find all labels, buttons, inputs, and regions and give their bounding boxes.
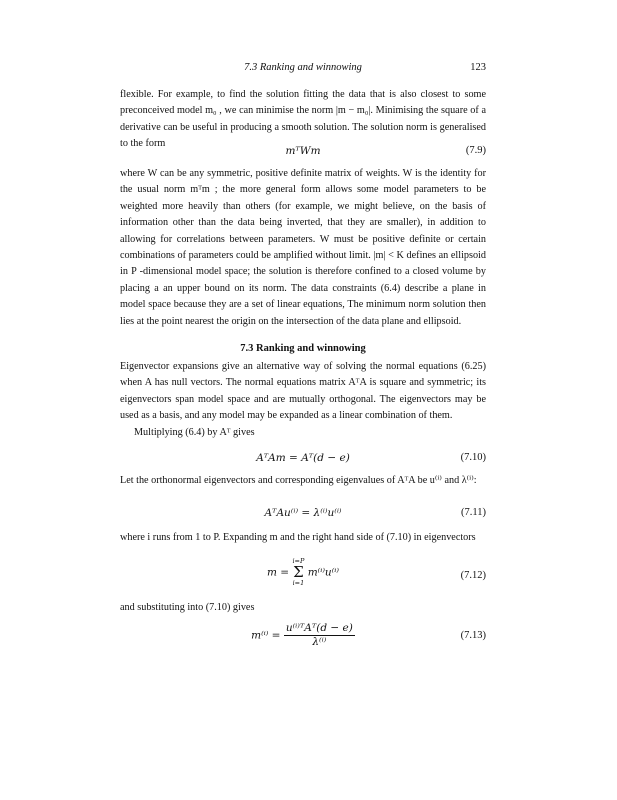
paragraph-expanding: where i runs from 1 to P. Expanding m and the right hand side of (7.10) in eigenvectors — [120, 532, 476, 543]
paragraph-eigenvector-expansions: Eigenvector expansions give an alternative way of solving the normal equations (6.25) when A has null vectors. The normal equations matrix AᵀA is square and symmetric; its eigenvectors span model space and are mutually orthogonal. The eigenvectors may be used as a basis, and any model may be expanded as a linear combination of them. — [120, 361, 486, 422]
paragraph-multiplying: Multiplying (6.4) by Aᵀ gives — [134, 427, 255, 438]
equation-7-10-expression: AᵀAm = Aᵀ(d − e) — [256, 452, 350, 464]
equation-7-9-label: (7.9) — [465, 145, 486, 156]
equation-7-12-lhs: m = — [267, 566, 290, 579]
summation-sigma: Σ — [293, 563, 304, 581]
equation-7-13 — [120, 622, 486, 654]
equation-7-13-label: (7.13) — [460, 630, 486, 641]
equation-7-10-label: (7.10) — [460, 452, 486, 463]
paragraph-orthonormal-eigenvectors: Let the orthonormal eigenvectors and corresponding eigenvalues of AᵀA be u⁽ⁱ⁾ and λ⁽ⁱ⁾: — [120, 475, 477, 486]
fraction-denominator: λ⁽ⁱ⁾ — [312, 636, 327, 648]
equation-7-12-rhs: m⁽ⁱ⁾u⁽ⁱ⁾ — [307, 566, 339, 579]
equation-7-11-expression: AᵀAu⁽ⁱ⁾ = λ⁽ⁱ⁾u⁽ⁱ⁾ — [264, 507, 342, 519]
equation-7-13-expression — [120, 622, 486, 649]
equation-7-12-label: (7.12) — [460, 570, 486, 581]
summation-lower-limit: i=1 — [292, 579, 305, 587]
fraction — [284, 622, 355, 649]
equation-7-9-expression: mᵀWm — [285, 145, 321, 157]
equation-7-13-lhs: m⁽ⁱ⁾ = — [251, 629, 281, 642]
paragraph-norm-intro: flexible. For example, to find the solution fitting the data that is also closest to some preconceived model m₀ , we can minimise the norm |m − m₀|. Minimising the square of a derivative can be useful in producing a smooth solution. The solution norm is generalised to the form — [120, 89, 486, 150]
equation-7-12-expression — [120, 558, 486, 587]
summation-operator — [292, 558, 304, 587]
running-header-title: 7.3 Ranking and winnowing — [244, 62, 362, 73]
paragraph-substituting: and substituting into (7.10) gives — [120, 602, 255, 613]
paragraph-weight-matrix: where W can be any symmetric, positive definite matrix of weights. W is the identity for the usual norm mᵀm ; the more general form allows some model parameters to be weighted more heavily than others (for example, we might believe, on the basis of information other than the data being inverted, that they are smaller), in addition to allowing for correlations between parameters. W must be positive definite or certain combinations of parameters could be amplified without limit. |m| < K defines an ellipsoid in P -dimensional model space; the solution is therefore confined to a closed volume by placing a an upper bound on its norm. The data constraints (6.4) describe a plane in model space because they are a set of linear equations, The minimum norm solution then lies at the point nearest the origin on the intersection of the data plane and ellipsoid. — [120, 168, 486, 327]
section-heading: 7.3 Ranking and winnowing — [240, 343, 366, 354]
equation-7-11-label: (7.11) — [461, 507, 486, 518]
fraction-numerator: u⁽ⁱ⁾ᵀAᵀ(d − e) — [285, 622, 353, 634]
page-number: 123 — [470, 62, 486, 73]
equation-7-12 — [120, 558, 486, 598]
summation-upper-limit: i=P — [292, 557, 305, 565]
